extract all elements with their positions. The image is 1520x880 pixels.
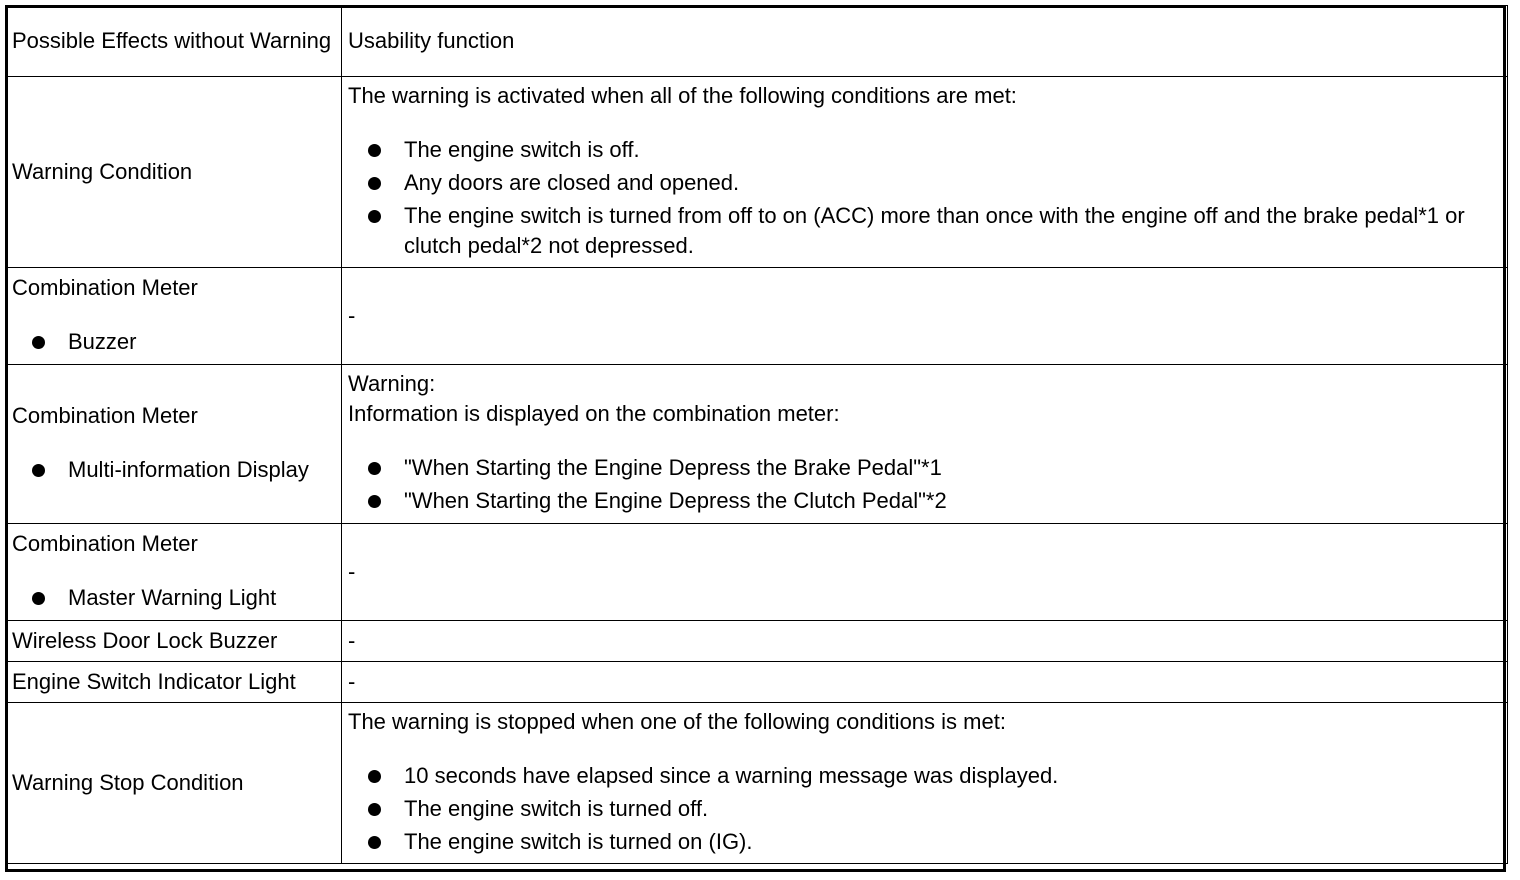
table-row-buzzer <box>6 268 1508 365</box>
condition-list <box>348 135 1501 261</box>
list-item: Multi-information Display <box>32 455 335 485</box>
bullet-icon <box>368 803 381 816</box>
table-row-multi-information-display <box>6 365 1508 524</box>
row-label <box>6 365 342 524</box>
bullet-icon <box>32 464 45 477</box>
list-item: The engine switch is turned from off to on (ACC) more than once with the engine off and the brake pedal*1 or clutch pedal*2 not depressed. <box>368 201 1501 261</box>
list-item: Any doors are closed and opened. <box>368 168 1501 198</box>
row-label-sublist <box>12 583 335 613</box>
table-row-master-warning-light <box>6 524 1508 621</box>
list-item: "When Starting the Engine Depress the Clutch Pedal"*2 <box>368 486 1501 516</box>
condition-intro: The warning is activated when all of the following conditions are met: <box>348 82 1017 108</box>
warning-spec-table <box>5 5 1508 864</box>
list-item: Buzzer <box>32 327 335 357</box>
row-value: - <box>342 662 1508 703</box>
row-label-sublist <box>12 455 335 485</box>
bullet-icon <box>368 210 381 223</box>
row-value: - <box>342 268 1508 365</box>
table-row-warning-stop-condition <box>6 703 1508 864</box>
row-label <box>6 268 342 365</box>
list-item: 10 seconds have elapsed since a warning message was displayed. <box>368 761 1501 791</box>
bullet-icon <box>368 177 381 190</box>
row-label-title: Combination Meter <box>12 530 198 556</box>
bullet-icon <box>368 495 381 508</box>
row-label: Wireless Door Lock Buzzer <box>6 621 342 662</box>
row-value: Usability function <box>342 6 1508 77</box>
bullet-icon <box>368 836 381 849</box>
table-row-engine-switch-indicator <box>6 662 1508 703</box>
row-value: - <box>342 524 1508 621</box>
bullet-icon <box>32 336 45 349</box>
row-label: Warning Stop Condition <box>6 703 342 864</box>
bullet-icon <box>368 462 381 475</box>
row-value <box>342 77 1508 268</box>
table-row-wireless-door-lock-buzzer <box>6 621 1508 662</box>
mid-warning-line: Warning: <box>348 371 436 396</box>
list-item: The engine switch is turned off. <box>368 794 1501 824</box>
table-row-warning-condition <box>6 77 1508 268</box>
row-label: Engine Switch Indicator Light <box>6 662 342 703</box>
stop-condition-list <box>348 761 1501 857</box>
table-row-possible-effects <box>6 6 1508 77</box>
bullet-icon <box>32 592 45 605</box>
row-label <box>6 524 342 621</box>
row-value <box>342 365 1508 524</box>
row-value: - <box>342 621 1508 662</box>
row-label: Warning Condition <box>6 77 342 268</box>
bullet-icon <box>368 770 381 783</box>
bullet-icon <box>368 144 381 157</box>
list-item: Master Warning Light <box>32 583 335 613</box>
row-value <box>342 703 1508 864</box>
list-item: The engine switch is off. <box>368 135 1501 165</box>
mid-message-list <box>348 453 1501 516</box>
list-item: "When Starting the Engine Depress the Brake Pedal"*1 <box>368 453 1501 483</box>
row-label: Possible Effects without Warning <box>6 6 342 77</box>
row-label-sublist <box>12 327 335 357</box>
list-item: The engine switch is turned on (IG). <box>368 827 1501 857</box>
row-label-title: Combination Meter <box>12 402 198 428</box>
mid-info-line: Information is displayed on the combination meter: <box>348 401 840 426</box>
stop-intro: The warning is stopped when one of the following conditions is met: <box>348 708 1006 734</box>
row-label-title: Combination Meter <box>12 274 198 300</box>
